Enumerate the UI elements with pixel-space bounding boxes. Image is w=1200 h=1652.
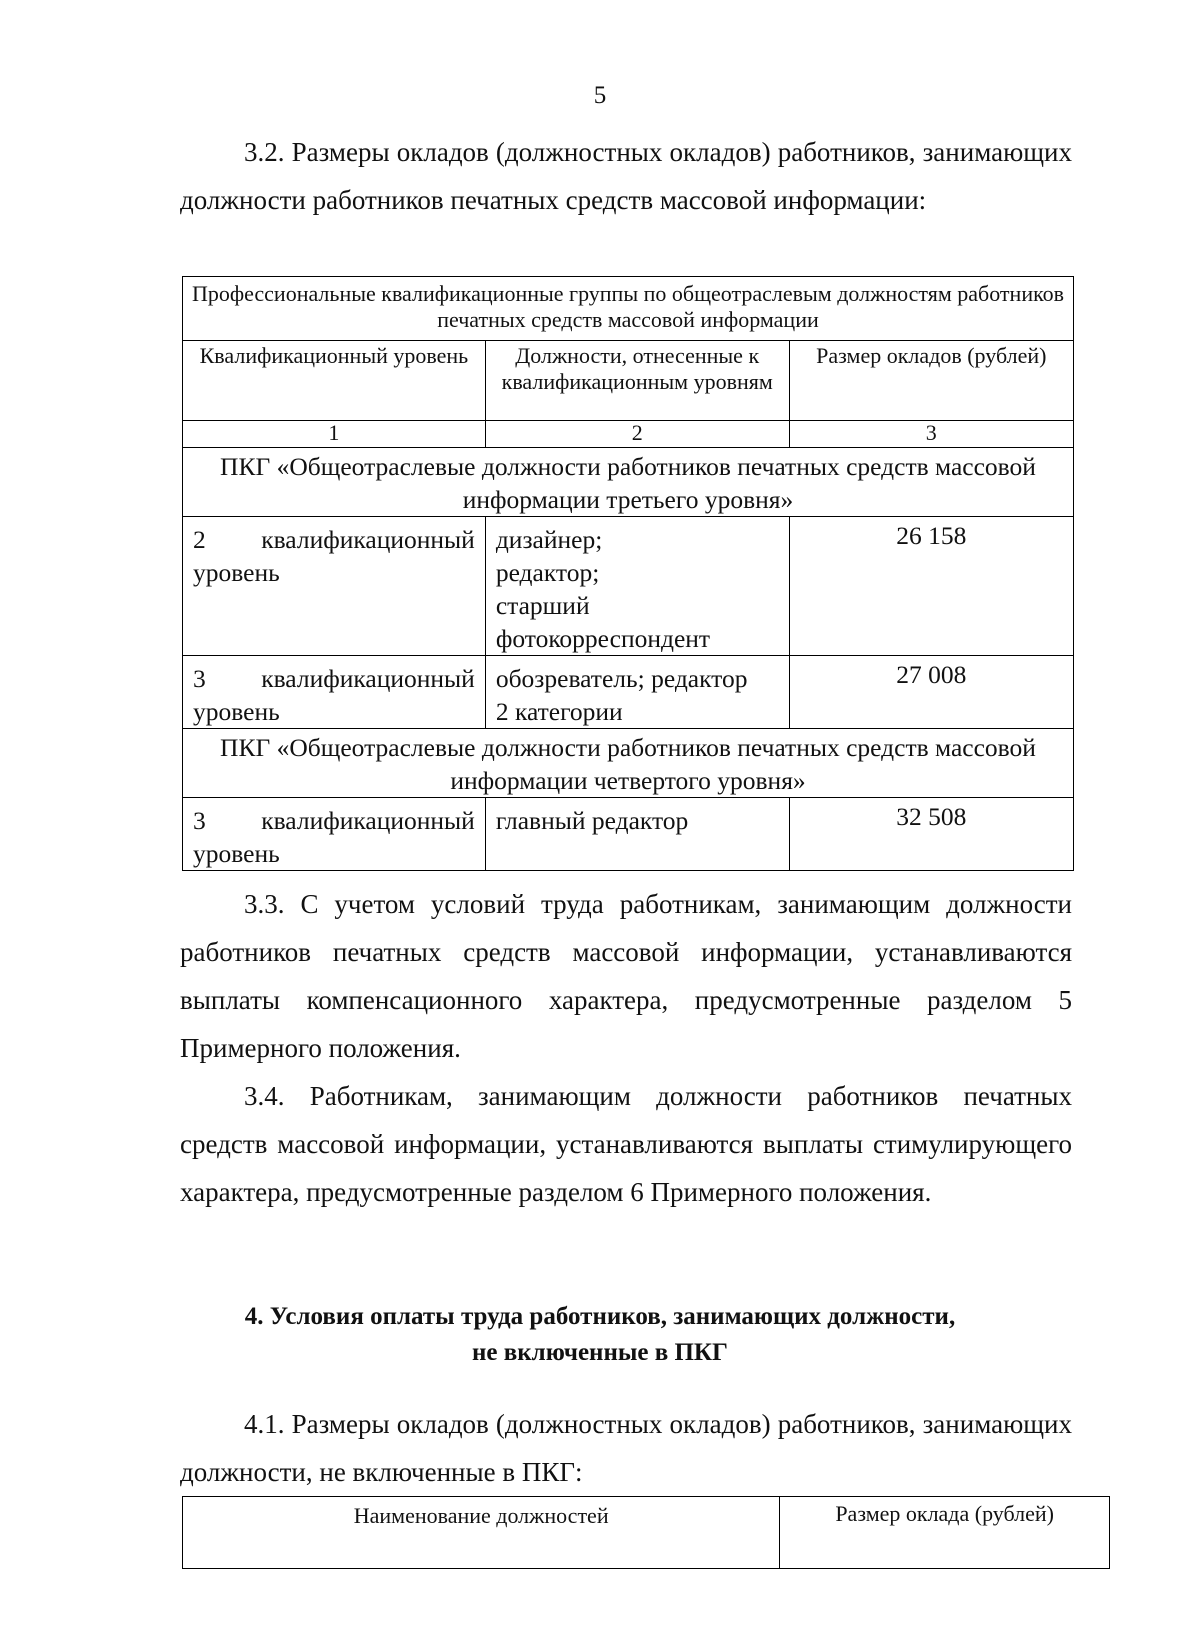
paragraph-4-1: 4.1. Размеры окладов (должностных окладов) работников, занимающих должности, не включенные в ПКГ:	[180, 1409, 1072, 1487]
table-group-title: Профессиональные квалификационные группы по общеотраслевым должностям работников печатных средств массовой информации	[183, 277, 1074, 341]
level-tail: уровень	[193, 839, 280, 868]
section-heading-4-line2: не включенные в ПКГ	[472, 1339, 728, 1366]
column-header-level: Квалификационный уровень	[183, 341, 486, 421]
salary-cell: 27 008	[789, 656, 1073, 729]
column-number-2: 2	[485, 421, 789, 448]
position-item: редактор;	[495, 558, 600, 587]
position-item: 2 категории	[495, 697, 623, 726]
salary-cell: 26 158	[789, 517, 1073, 656]
level-word: квалификационный	[261, 664, 475, 693]
salary-table-other	[182, 1496, 1110, 1569]
paragraph-3-3: 3.3. С учетом условий труда работникам, занимающим должности работников печатных средств массовой информации, устанавливаются выплаты компенсационного характера, предусмотренные разделом 5 Примерного положения.	[180, 889, 1072, 1063]
position-item: дизайнер;	[495, 525, 603, 554]
column-number-1: 1	[183, 421, 486, 448]
level-tail: уровень	[193, 697, 280, 726]
level-number: 2	[193, 525, 206, 554]
column-number-3: 3	[789, 421, 1073, 448]
level-cell	[183, 517, 486, 656]
positions-cell	[485, 656, 789, 729]
paragraph-3-4: 3.4. Работникам, занимающим должности работников печатных средств массовой информации, устанавливаются выплаты стимулирующего характера, предусмотренные разделом 6 Примерного положения.	[180, 1081, 1072, 1207]
salary-cell: 32 508	[789, 798, 1073, 871]
level-tail: уровень	[193, 558, 280, 587]
level-word: квалификационный	[261, 806, 475, 835]
level-number: 3	[193, 664, 206, 693]
column-header-positions: Должности, отнесенные к квалификационным уровням	[485, 341, 789, 421]
position-item: старший	[495, 591, 590, 620]
level-number: 3	[193, 806, 206, 835]
column-header-salary: Размер оклада (рублей)	[780, 1497, 1110, 1569]
pkg-group-row: ПКГ «Общеотраслевые должности работников печатных средств массовой информации четвертого уровня»	[183, 729, 1074, 798]
level-cell	[183, 656, 486, 729]
table-row	[183, 517, 1074, 656]
paragraph-3-2: 3.2. Размеры окладов (должностных окладов) работников, занимающих должности работников печатных средств массовой информации:	[180, 137, 1072, 215]
position-item: обозреватель; редактор	[495, 664, 748, 693]
position-item: фотокорреспондент	[495, 624, 711, 653]
salary-table-pkg	[182, 276, 1074, 871]
level-cell	[183, 798, 486, 871]
column-header-salary: Размер окладов (рублей)	[789, 341, 1073, 421]
section-heading-4-line1: 4. Условия оплаты труда работников, занимающих должности,	[244, 1303, 956, 1330]
positions-cell	[485, 517, 789, 656]
page-number: 5	[593, 82, 607, 109]
level-word: квалификационный	[261, 525, 475, 554]
position-item: главный редактор	[495, 806, 689, 835]
pkg-group-row: ПКГ «Общеотраслевые должности работников печатных средств массовой информации третьего уровня»	[183, 448, 1074, 517]
table-row	[183, 656, 1074, 729]
table-row	[183, 798, 1074, 871]
column-header-position-name: Наименование должностей	[183, 1497, 780, 1569]
positions-cell	[485, 798, 789, 871]
